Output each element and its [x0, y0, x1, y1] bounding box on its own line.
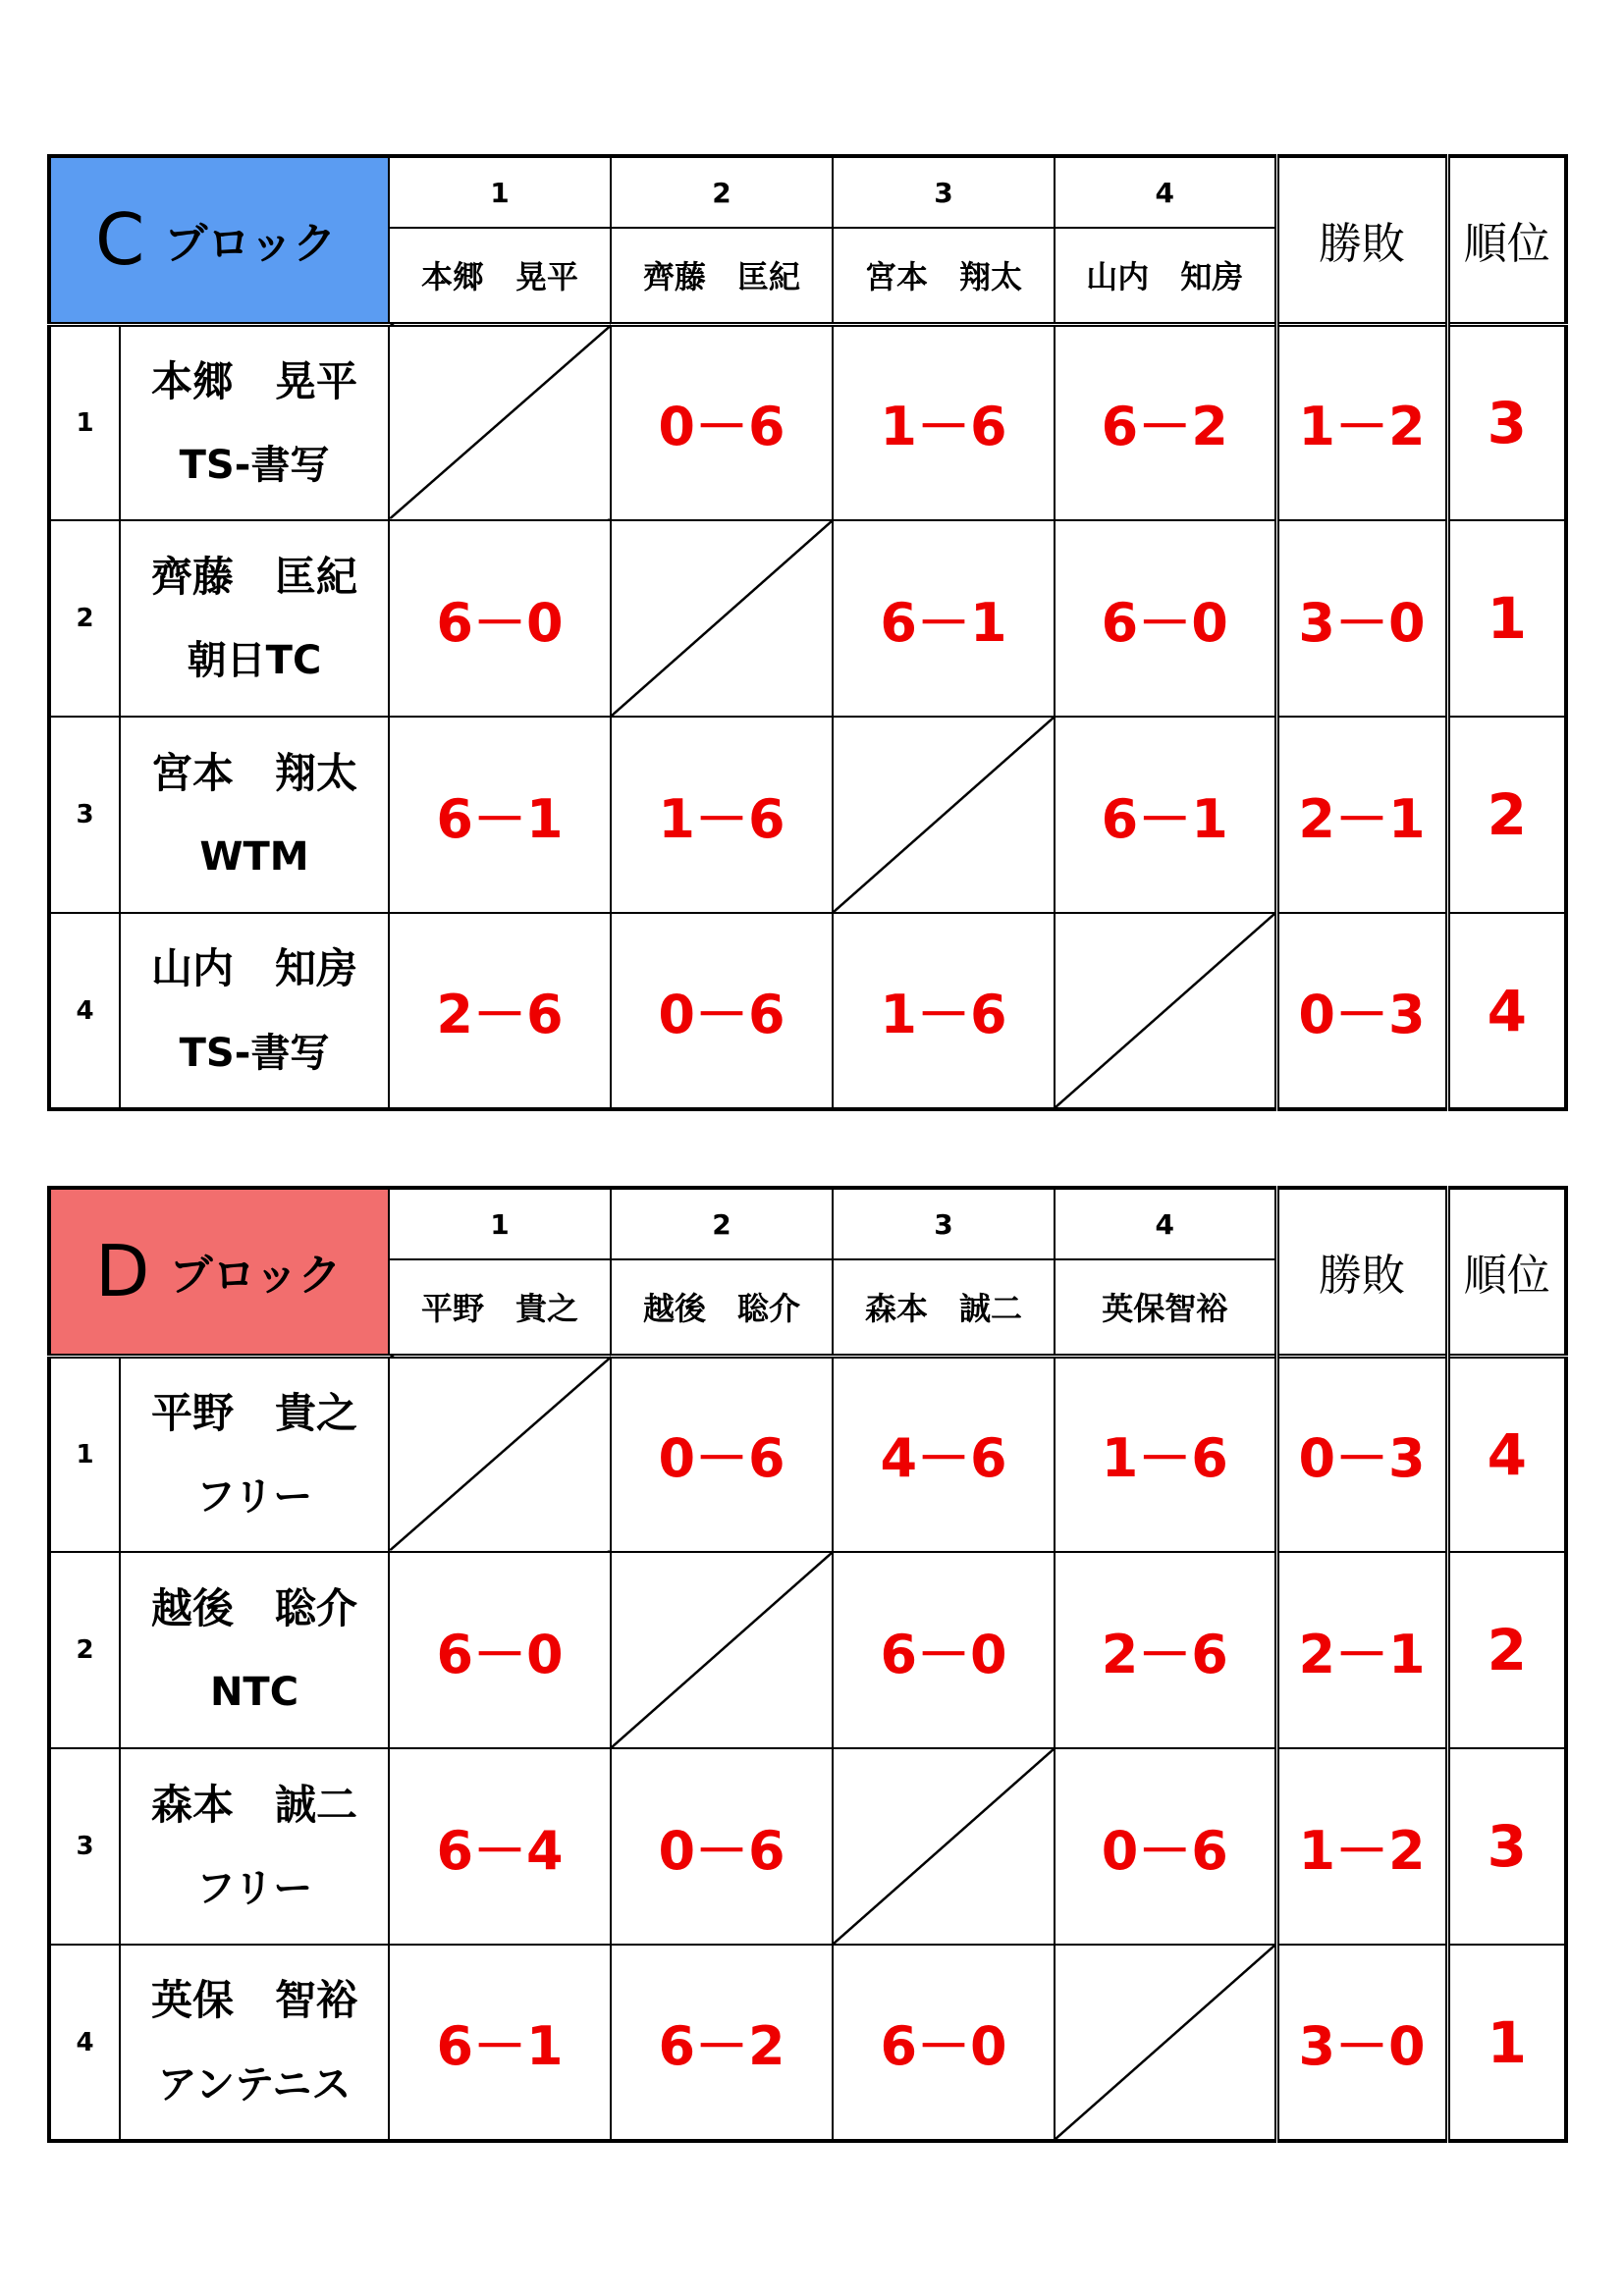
player-name: 越後 聡介 — [151, 1583, 358, 1632]
rank-value: 1 — [1447, 520, 1566, 717]
block-label: ブロック — [164, 219, 337, 270]
row-number: 4 — [49, 1945, 120, 2141]
diagonal-cell — [1055, 913, 1276, 1109]
player-name: 森本 誠二 — [151, 1780, 358, 1829]
block-title — [49, 1188, 389, 1356]
match-score: 0－6 — [611, 913, 833, 1109]
row-number: 3 — [49, 1748, 120, 1945]
player-row — [49, 520, 1566, 717]
match-score: 0－6 — [611, 1748, 833, 1945]
diagonal-cell — [389, 1356, 611, 1552]
player-name: 英保 智裕 — [151, 1976, 358, 2025]
match-score: 1－6 — [833, 913, 1055, 1109]
row-number: 4 — [49, 913, 120, 1109]
diagonal-cell — [833, 1748, 1055, 1945]
player-club: フリー — [195, 1866, 313, 1912]
winloss-value: 0－3 — [1276, 913, 1447, 1109]
match-score: 1－6 — [833, 324, 1055, 520]
column-player-name: 平野 貴之 — [389, 1259, 611, 1356]
match-score: 6－0 — [389, 1552, 611, 1748]
winloss-header: 勝敗 — [1276, 1188, 1447, 1356]
player-name: 齊藤 匡紀 — [150, 552, 357, 601]
winloss-value: 1－2 — [1276, 1748, 1447, 1945]
player-cell — [120, 520, 389, 717]
match-score: 1－6 — [611, 717, 833, 913]
player-cell — [120, 1945, 389, 2141]
column-player-name: 山内 知房 — [1055, 228, 1276, 324]
match-score: 0－6 — [1055, 1748, 1276, 1945]
column-player-name: 英保智裕 — [1055, 1259, 1276, 1356]
winloss-value: 1－2 — [1276, 324, 1447, 520]
column-player-name: 齊藤 匡紀 — [611, 228, 833, 324]
match-score: 6－2 — [611, 1945, 833, 2141]
column-number: 1 — [389, 156, 611, 228]
player-name: 平野 貴之 — [151, 1388, 358, 1437]
winloss-value: 0－3 — [1276, 1356, 1447, 1552]
match-score: 6－0 — [1055, 520, 1276, 717]
column-number: 3 — [833, 1188, 1055, 1259]
player-cell — [120, 1356, 389, 1552]
block-letter: C — [95, 198, 145, 282]
column-number: 1 — [389, 1188, 611, 1259]
match-score: 6－0 — [833, 1945, 1055, 2141]
player-row — [49, 1356, 1566, 1552]
diagonal-cell — [1055, 1945, 1276, 2141]
player-cell — [120, 913, 389, 1109]
player-name: 宮本 翔太 — [150, 748, 357, 797]
column-number: 4 — [1055, 1188, 1276, 1259]
match-score: 6－4 — [389, 1748, 611, 1945]
rank-header: 順位 — [1447, 1188, 1566, 1356]
diagonal-cell — [611, 520, 833, 717]
player-row — [49, 1945, 1566, 2141]
row-number: 3 — [49, 717, 120, 913]
winloss-value: 2－1 — [1276, 717, 1447, 913]
match-score: 6－1 — [833, 520, 1055, 717]
rank-value: 4 — [1447, 913, 1566, 1109]
winloss-header: 勝敗 — [1276, 156, 1447, 324]
player-club: フリー — [195, 1473, 313, 1520]
row-number: 2 — [49, 1552, 120, 1748]
player-row — [49, 913, 1566, 1109]
match-score: 6－0 — [389, 520, 611, 717]
match-score: 6－1 — [1055, 717, 1276, 913]
diagonal-cell — [611, 1552, 833, 1748]
match-score: 2－6 — [1055, 1552, 1276, 1748]
player-row — [49, 324, 1566, 520]
rank-value: 2 — [1447, 717, 1566, 913]
winloss-value: 3－0 — [1276, 1945, 1447, 2141]
row-number: 1 — [49, 1356, 120, 1552]
match-score: 2－6 — [389, 913, 611, 1109]
player-club: アンテニス — [157, 2061, 352, 2108]
match-score: 6－1 — [389, 1945, 611, 2141]
player-row — [49, 1748, 1566, 1945]
match-score: 0－6 — [611, 1356, 833, 1552]
rank-value: 4 — [1447, 1356, 1566, 1552]
diagonal-cell — [833, 717, 1055, 913]
player-club: TS-書写 — [179, 442, 330, 488]
column-player-name: 越後 聡介 — [611, 1259, 833, 1356]
column-player-name: 本郷 晃平 — [389, 228, 611, 324]
column-number: 2 — [611, 1188, 833, 1259]
row-number: 2 — [49, 520, 120, 717]
block-letter: D — [95, 1230, 150, 1313]
row-number: 1 — [49, 324, 120, 520]
player-club: NTC — [209, 1670, 299, 1716]
player-club: WTM — [199, 834, 309, 881]
player-cell — [120, 1552, 389, 1748]
rank-value: 3 — [1447, 324, 1566, 520]
player-row — [49, 1552, 1566, 1748]
column-player-name: 宮本 翔太 — [833, 228, 1055, 324]
winloss-value: 2－1 — [1276, 1552, 1447, 1748]
match-score: 6－1 — [389, 717, 611, 913]
player-club: 朝日TC — [187, 638, 322, 684]
match-score: 4－6 — [833, 1356, 1055, 1552]
column-number: 4 — [1055, 156, 1276, 228]
rank-header: 順位 — [1447, 156, 1566, 324]
block-title — [49, 156, 389, 324]
match-score: 1－6 — [1055, 1356, 1276, 1552]
player-name: 本郷 晃平 — [150, 356, 357, 405]
block-c-table — [47, 154, 1568, 1111]
player-cell — [120, 1748, 389, 1945]
player-cell — [120, 324, 389, 520]
player-name: 山内 知房 — [150, 944, 357, 993]
column-number: 2 — [611, 156, 833, 228]
block-d-table — [47, 1186, 1568, 2143]
player-club: TS-書写 — [179, 1030, 330, 1076]
match-score: 0－6 — [611, 324, 833, 520]
rank-value: 1 — [1447, 1945, 1566, 2141]
player-row — [49, 717, 1566, 913]
match-score: 6－0 — [833, 1552, 1055, 1748]
rank-value: 3 — [1447, 1748, 1566, 1945]
player-cell — [120, 717, 389, 913]
diagonal-cell — [389, 324, 611, 520]
rank-value: 2 — [1447, 1552, 1566, 1748]
column-number: 3 — [833, 156, 1055, 228]
column-player-name: 森本 誠二 — [833, 1259, 1055, 1356]
match-score: 6－2 — [1055, 324, 1276, 520]
winloss-value: 3－0 — [1276, 520, 1447, 717]
block-label: ブロック — [169, 1251, 342, 1302]
